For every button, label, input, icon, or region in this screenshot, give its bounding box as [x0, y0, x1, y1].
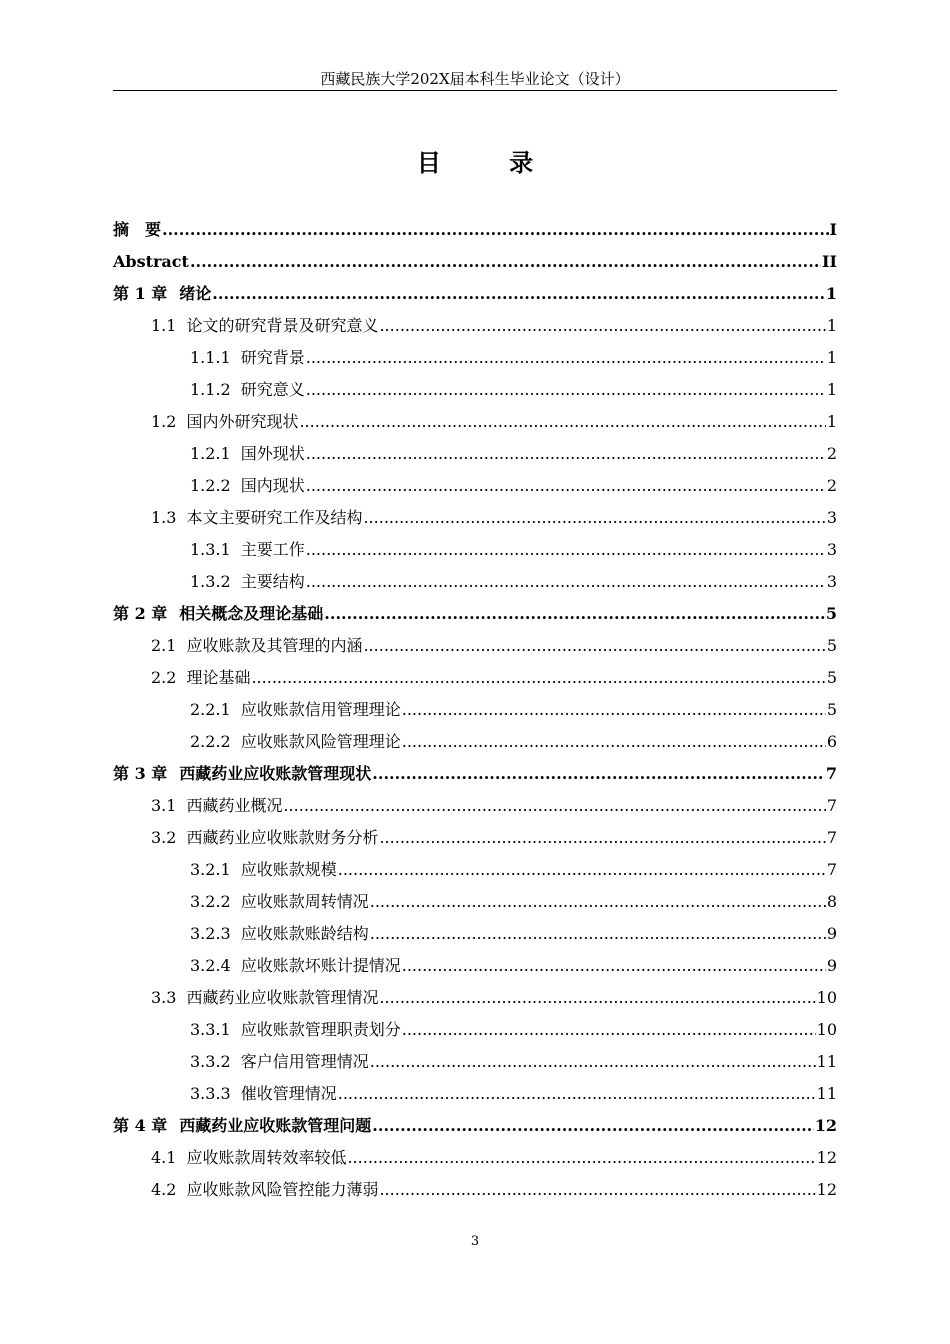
toc-entry[interactable]: [113, 726, 837, 758]
toc-entry-title: 相关概念及理论基础: [179, 604, 324, 623]
toc-entry-number: 第 1 章: [113, 284, 168, 303]
toc-entry-page: 10: [816, 988, 837, 1007]
toc-entry-title: 论文的研究背景及研究意义: [186, 316, 379, 335]
toc-entry[interactable]: [113, 598, 837, 630]
toc-entry-title: 西藏药业应收账款管理问题: [179, 1116, 372, 1135]
toc-entry[interactable]: [113, 438, 837, 470]
toc-dot-leader: [379, 982, 815, 1014]
toc-entry-page: I: [829, 220, 837, 239]
toc-entry[interactable]: [113, 854, 837, 886]
toc-entry-page: 1: [825, 284, 837, 303]
toc-entry[interactable]: [113, 310, 837, 342]
toc-entry-page: 5: [826, 668, 837, 687]
toc-entry-page: 11: [816, 1052, 837, 1071]
toc-entry-page: 6: [826, 732, 837, 751]
toc-entry-number: 1.1.1: [190, 348, 231, 367]
toc-entry-number: 1.3.1: [190, 540, 231, 559]
toc-entry[interactable]: [113, 246, 837, 278]
toc-entry-page: 3: [826, 540, 837, 559]
toc-entry[interactable]: [113, 790, 837, 822]
toc-entry-page: 5: [826, 700, 837, 719]
toc-entry-title: 西藏药业概况: [186, 796, 283, 815]
toc-dot-leader: [379, 310, 825, 342]
toc-entry-page: 12: [816, 1180, 837, 1199]
toc-entry-page: 8: [826, 892, 837, 911]
toc-entry-page: II: [822, 252, 837, 271]
toc-entry-page: 2: [826, 476, 837, 495]
toc-dot-leader: [379, 1174, 815, 1206]
toc-entry-page: 12: [816, 1148, 837, 1167]
toc-entry[interactable]: [113, 1014, 837, 1046]
toc-entry-page: 11: [816, 1084, 837, 1103]
toc-entry-number: 3.2.2: [190, 892, 231, 911]
toc-entry-number: 2.2: [151, 668, 177, 687]
toc-dot-leader: [251, 662, 825, 694]
toc-entry-page: 7: [826, 828, 837, 847]
toc-dot-leader: [306, 374, 826, 406]
toc-entry-number: 3.1: [151, 796, 177, 815]
toc-entry-title: 应收账款风险管控能力薄弱: [186, 1180, 379, 1199]
toc-entry-page: 1: [826, 316, 837, 335]
toc-entry[interactable]: [113, 822, 837, 854]
toc-entry-page: 9: [826, 924, 837, 943]
toc-entry-number: 4.1: [151, 1148, 177, 1167]
toc-entry-page: 2: [826, 444, 837, 463]
toc-dot-leader: [370, 1046, 816, 1078]
toc-list: [113, 214, 837, 1206]
toc-dot-leader: [372, 1110, 813, 1142]
toc-dot-leader: [402, 1014, 816, 1046]
toc-entry[interactable]: [113, 502, 837, 534]
header-rule: [113, 90, 837, 91]
toc-entry-number: 第 4 章: [113, 1116, 168, 1135]
toc-entry-number: 1.1: [151, 316, 177, 335]
toc-entry[interactable]: [113, 406, 837, 438]
toc-entry-number: 第 2 章: [113, 604, 168, 623]
toc-entry[interactable]: [113, 694, 837, 726]
toc-dot-leader: [402, 694, 826, 726]
toc-entry-number: 1.2.2: [190, 476, 231, 495]
toc-entry-title: 应收账款规模: [240, 860, 337, 879]
toc-entry-title: 应收账款风险管理理论: [240, 732, 401, 751]
toc-entry[interactable]: [113, 918, 837, 950]
toc-dot-leader: [363, 630, 825, 662]
toc-entry[interactable]: [113, 566, 837, 598]
toc-entry-page: 10: [816, 1020, 837, 1039]
toc-entry-title: 应收账款管理职责划分: [240, 1020, 401, 1039]
toc-entry-title: 西藏药业应收账款管理现状: [179, 764, 372, 783]
toc-entry-title: 应收账款及其管理的内涵: [186, 636, 363, 655]
toc-dot-leader: [370, 918, 826, 950]
toc-entry-title: 应收账款周转效率较低: [186, 1148, 347, 1167]
toc-dot-leader: [299, 406, 825, 438]
toc-entry-title: Abstract: [113, 252, 189, 271]
toc-entry-page: 12: [814, 1116, 837, 1135]
toc-entry-number: 2.2.2: [190, 732, 231, 751]
toc-entry-title: 国内外研究现状: [186, 412, 299, 431]
toc-entry-number: 3.3.2: [190, 1052, 231, 1071]
toc-dot-leader: [162, 214, 829, 246]
toc-entry-page: 3: [826, 572, 837, 591]
toc-dot-leader: [363, 502, 825, 534]
toc-entry[interactable]: [113, 534, 837, 566]
toc-dot-leader: [324, 598, 825, 630]
toc-entry-title: 国内现状: [240, 476, 305, 495]
toc-entry[interactable]: [113, 1046, 837, 1078]
toc-entry[interactable]: [113, 214, 837, 246]
toc-entry[interactable]: [113, 1174, 837, 1206]
toc-entry-title: 摘 要: [113, 220, 162, 239]
toc-dot-leader: [347, 1142, 815, 1174]
toc-entry[interactable]: [113, 886, 837, 918]
toc-entry[interactable]: [113, 470, 837, 502]
toc-entry-title: 国外现状: [240, 444, 305, 463]
toc-entry-page: 7: [826, 796, 837, 815]
toc-entry-title: 催收管理情况: [240, 1084, 337, 1103]
toc-entry-number: 1.3.2: [190, 572, 231, 591]
toc-entry-title: 西藏药业应收账款财务分析: [186, 828, 379, 847]
toc-entry[interactable]: [113, 982, 837, 1014]
toc-entry-title: 主要工作: [240, 540, 305, 559]
toc-dot-leader: [306, 342, 826, 374]
toc-entry-title: 理论基础: [186, 668, 251, 687]
toc-entry-page: 7: [825, 764, 837, 783]
toc-entry[interactable]: [113, 950, 837, 982]
toc-entry-page: 3: [826, 508, 837, 527]
running-header: 西藏民族大学202X届本科生毕业论文（设计）: [320, 70, 630, 88]
toc-entry-number: 3.3.1: [190, 1020, 231, 1039]
toc-entry-title: 本文主要研究工作及结构: [186, 508, 363, 527]
toc-entry-number: 3.2: [151, 828, 177, 847]
toc-entry-number: 3.2.4: [190, 956, 231, 975]
toc-entry-title: 西藏药业应收账款管理情况: [186, 988, 379, 1007]
toc-entry-page: 9: [826, 956, 837, 975]
toc-dot-leader: [372, 758, 825, 790]
toc-dot-leader: [338, 854, 826, 886]
toc-entry-number: 1.3: [151, 508, 177, 527]
toc-entry[interactable]: [113, 278, 837, 310]
toc-entry[interactable]: [113, 662, 837, 694]
toc-entry-number: 2.1: [151, 636, 177, 655]
toc-entry-title: 研究背景: [240, 348, 305, 367]
toc-entry-title: 客户信用管理情况: [240, 1052, 369, 1071]
toc-entry-number: 3.2.1: [190, 860, 231, 879]
toc-entry-number: 1.1.2: [190, 380, 231, 399]
toc-dot-leader: [306, 438, 826, 470]
toc-dot-leader: [212, 278, 825, 310]
toc-entry-number: 3.2.3: [190, 924, 231, 943]
toc-entry-title: 研究意义: [240, 380, 305, 399]
toc-entry[interactable]: [113, 342, 837, 374]
page-number: 3: [470, 1234, 480, 1249]
toc-entry-title: 应收账款坏账计提情况: [240, 956, 401, 975]
toc-entry-title: 绪论: [179, 284, 212, 303]
toc-dot-leader: [338, 1078, 816, 1110]
toc-dot-leader: [306, 566, 826, 598]
toc-entry-number: 第 3 章: [113, 764, 168, 783]
toc-dot-leader: [283, 790, 825, 822]
toc-entry-page: 5: [826, 636, 837, 655]
toc-entry[interactable]: [113, 758, 837, 790]
toc-entry-title: 应收账款信用管理理论: [240, 700, 401, 719]
toc-dot-leader: [402, 950, 826, 982]
toc-entry[interactable]: [113, 1110, 837, 1142]
toc-entry-page: 7: [826, 860, 837, 879]
toc-entry-number: 3.3.3: [190, 1084, 231, 1103]
toc-dot-leader: [402, 726, 826, 758]
toc-entry-number: 1.2.1: [190, 444, 231, 463]
toc-entry-title: 主要结构: [240, 572, 305, 591]
toc-title: 目 录: [416, 149, 564, 177]
toc-entry[interactable]: [113, 1078, 837, 1110]
toc-entry-number: 2.2.1: [190, 700, 231, 719]
toc-entry-page: 5: [825, 604, 837, 623]
toc-dot-leader: [306, 534, 826, 566]
toc-entry-page: 1: [826, 412, 837, 431]
toc-dot-leader: [379, 822, 825, 854]
toc-entry-title: 应收账款周转情况: [240, 892, 369, 911]
toc-entry-title: 应收账款账龄结构: [240, 924, 369, 943]
toc-dot-leader: [370, 886, 826, 918]
toc-entry-number: 3.3: [151, 988, 177, 1007]
toc-entry[interactable]: [113, 374, 837, 406]
toc-entry[interactable]: [113, 630, 837, 662]
toc-dot-leader: [190, 246, 821, 278]
toc-entry[interactable]: [113, 1142, 837, 1174]
toc-entry-number: 1.2: [151, 412, 177, 431]
toc-dot-leader: [306, 470, 826, 502]
toc-entry-page: 1: [826, 380, 837, 399]
toc-entry-number: 4.2: [151, 1180, 177, 1199]
toc-entry-page: 1: [826, 348, 837, 367]
